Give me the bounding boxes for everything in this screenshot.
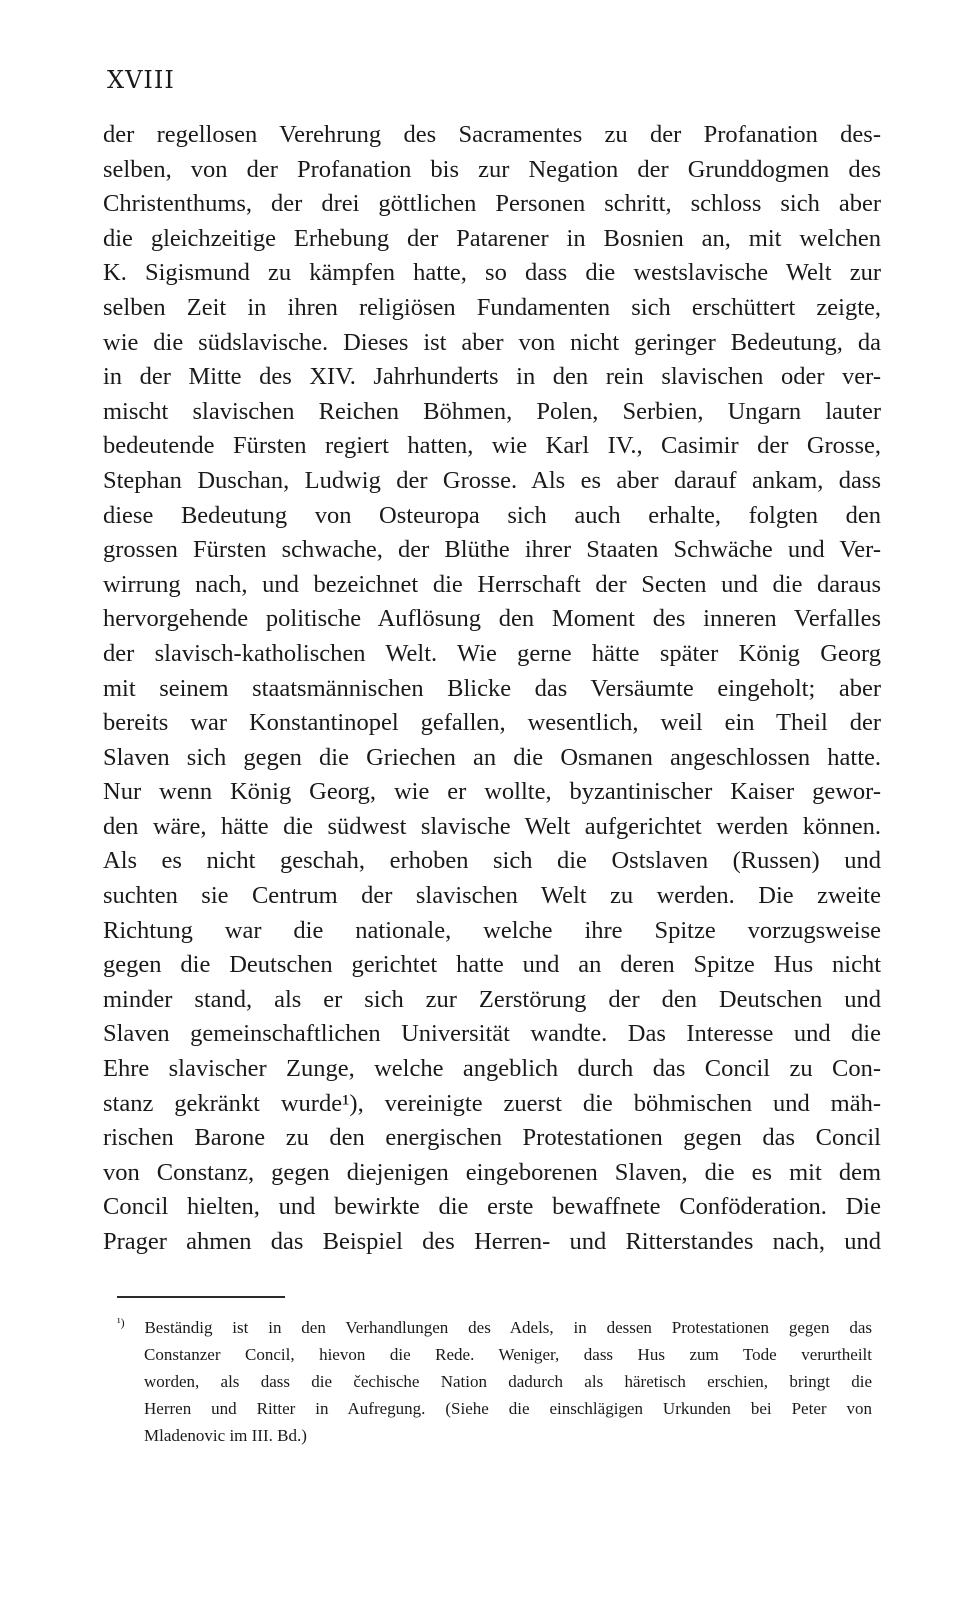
text-line: hervorgehende politische Auflösung den Moment des inneren Verfalles [103, 605, 881, 633]
footnote-line: worden, als dass die čechische Nation dadurch als häretisch erschien, bringt die [144, 1372, 872, 1391]
text-line: Concil hielten, und bewirkte die erste bewaffnete Conföderation. Die [103, 1193, 881, 1221]
text-line: mischt slavischen Reichen Böhmen, Polen, Serbien, Ungarn lauter [103, 397, 881, 425]
text-line: der slavisch-katholischen Welt. Wie gerne hätte später König Georg [103, 639, 881, 667]
text-line: von Constanz, gegen diejenigen eingeborenen Slaven, die es mit dem [103, 1158, 881, 1186]
footnote-text: Beständig ist in den Verhandlungen des Adels, in dessen Protestationen gegen das [144, 1318, 872, 1337]
text-line: minder stand, als er sich zur Zerstörung der den Deutschen und [103, 985, 881, 1013]
footnote [117, 1314, 872, 1449]
text-line: suchten sie Centrum der slavischen Welt zu werden. Die zweite [103, 882, 881, 910]
text-line: Christenthums, der drei göttlichen Personen schritt, schloss sich aber [103, 190, 881, 218]
text-line: wirrung nach, und bezeichnet die Herrschaft der Secten und die daraus [103, 570, 881, 598]
text-line: Richtung war die nationale, welche ihre Spitze vorzugsweise [103, 916, 881, 944]
text-line: Slaven gemeinschaftlichen Universität wandte. Das Interesse und die [103, 1020, 881, 1048]
text-line: stanz gekränkt wurde¹), vereinigte zuerst die böhmischen und mäh- [103, 1089, 881, 1117]
text-line: mit seinem staatsmännischen Blicke das Versäumte eingeholt; aber [103, 674, 881, 702]
text-line: gegen die Deutschen gerichtet hatte und an deren Spitze Hus nicht [103, 951, 881, 979]
footnote-line-first [117, 1314, 872, 1341]
text-line: Ehre slavischer Zunge, welche angeblich durch das Concil zu Con- [103, 1055, 881, 1083]
text-line: grossen Fürsten schwache, der Blüthe ihrer Staaten Schwäche und Ver- [103, 536, 881, 564]
page-number: XVIII [107, 66, 175, 94]
text-line: rischen Barone zu den energischen Protestationen gegen das Concil [103, 1124, 881, 1152]
footnote-line: Mladenovic im III. Bd.) [144, 1426, 307, 1445]
text-line: bereits war Konstantinopel gefallen, wesentlich, weil ein Theil der [103, 709, 881, 737]
text-line: Slaven sich gegen die Griechen an die Osmanen angeschlossen hatte. [103, 743, 881, 771]
text-line: K. Sigismund zu kämpfen hatte, so dass die westslavische Welt zur [103, 259, 881, 287]
text-line: selben Zeit in ihren religiösen Fundamenten sich erschüttert zeigte, [103, 293, 881, 321]
text-line: in der Mitte des XIV. Jahrhunderts in den rein slavischen oder ver- [103, 363, 881, 391]
text-line: Stephan Duschan, Ludwig der Grosse. Als es aber darauf ankam, dass [103, 466, 881, 494]
text-line: Nur wenn König Georg, wie er wollte, byzantinischer Kaiser gewor- [103, 778, 881, 806]
text-line: diese Bedeutung von Osteuropa sich auch erhalte, folgten den [103, 501, 881, 529]
text-line: der regellosen Verehrung des Sacramentes zu der Profanation des- [103, 121, 881, 148]
text-line: Als es nicht geschah, erhoben sich die Ostslaven (Russen) und [103, 847, 881, 875]
text-line: die gleichzeitige Erhebung der Patarener in Bosnien an, mit welchen [103, 224, 881, 252]
footnote-divider [117, 1296, 285, 1298]
footnote-line: Constanzer Concil, hievon die Rede. Weniger, dass Hus zum Tode verurtheilt [144, 1345, 872, 1364]
footnote-marker: ¹) [117, 1315, 125, 1330]
footnote-line: Herren und Ritter in Aufregung. (Siehe die einschlägigen Urkunden bei Peter von [144, 1399, 872, 1418]
text-line: selben, von der Profanation bis zur Negation der Grunddogmen des [103, 155, 881, 183]
text-line: den wäre, hätte die südwest slavische Welt aufgerichtet werden können. [103, 812, 881, 840]
text-line: bedeutende Fürsten regiert hatten, wie Karl IV., Casimir der Grosse, [103, 432, 881, 460]
body-text [103, 118, 881, 1260]
text-line: wie die südslavische. Dieses ist aber von nicht geringer Bedeutung, da [103, 328, 881, 356]
text-line: Prager ahmen das Beispiel des Herren- und Ritterstandes nach, und [103, 1228, 881, 1255]
